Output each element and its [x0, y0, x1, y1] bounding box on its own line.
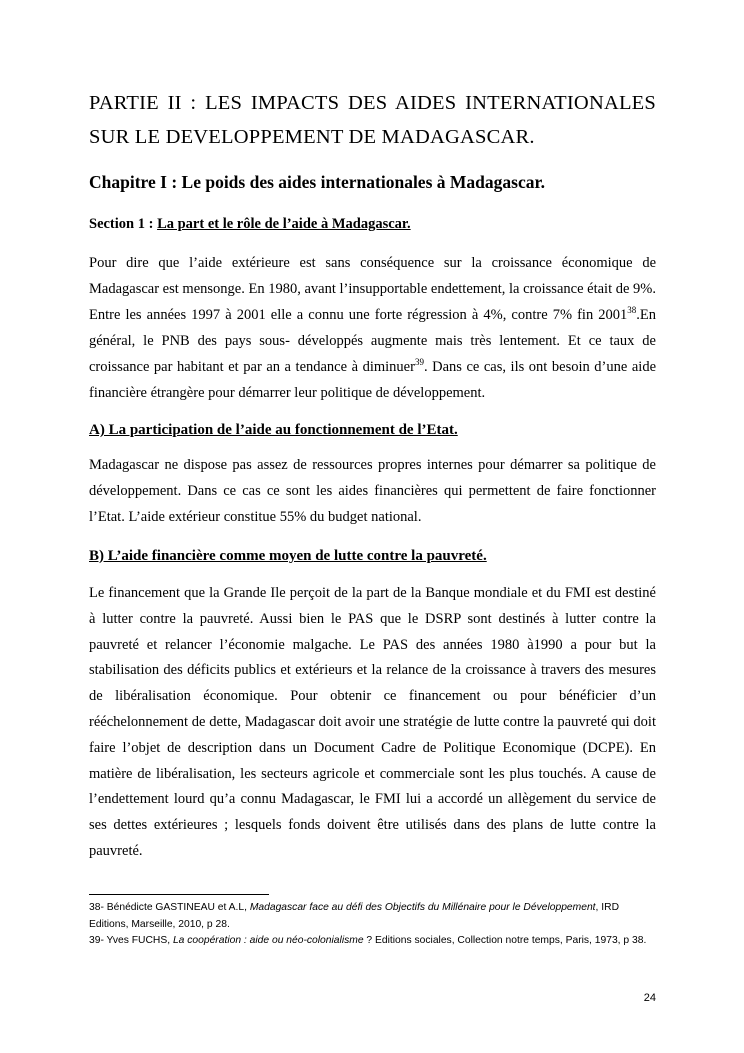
- footnote-author: 38- Bénédicte GASTINEAU et A.L,: [89, 902, 250, 913]
- footnote-38: [89, 900, 659, 933]
- footnote-publisher: , IRD Editions, Marseille, 2010, p 28.: [89, 902, 620, 930]
- footnote-divider: [89, 894, 269, 895]
- part-title: PARTIE II : LES IMPACTS DES AIDES INTERNATIONALES SUR LE DEVELOPPEMENT DE MADAGASCAR.: [89, 92, 656, 148]
- footnote-ref-39[interactable]: 39: [414, 357, 424, 368]
- chapter-title: Chapitre I : Le poids des aides internationales à Madagascar.: [89, 172, 545, 192]
- section-number: Section 1 :: [89, 216, 154, 232]
- paragraph-aid-growth: [89, 250, 656, 406]
- footnote-39: [89, 933, 659, 950]
- footnote-book-title: Madagascar face au défi des Objectifs du Millénaire pour le Développement: [249, 902, 596, 913]
- section-heading: [89, 214, 656, 234]
- paragraph-text: .En général, le PNB des pays sous- développés augmente mais très lentement. Et ce taux de croissance par habitant et par an a tendance à diminuer: [89, 307, 656, 375]
- page-number: 24: [643, 992, 656, 1004]
- section-title: La part et le rôle de l’aide à Madagascar.: [157, 216, 411, 232]
- paragraph-text: Pour dire que l’aide extérieure est sans conséquence sur la croissance économique de Madagascar est mensonge. En 1980, avant l’insupportable endettement, la croissance était de 9%. Entre les années 1997 à 2001 elle a connu une forte régression à 4%, contre 7% fin 2001: [89, 255, 656, 323]
- footnote-publisher: ? Editions sociales, Collection notre temps, Paris, 1973, p 38.: [363, 935, 647, 946]
- paragraph-poverty: Le financement que la Grande Ile perçoit de la part de la Banque mondiale et du FMI est destiné à lutter contre la pauvreté. Aussi bien le PAS que le DSRP sont destinés à lutter contre la pauvreté et relancer l’économie malgache. Le PAS des années 1980 à1990 a pour but la stabilisation des déficits publics et extérieurs et la relance de la croissance à travers des mesures de libéralisation économique. Pour obtenir ce financement ou pour bénéficier d’un rééchelonnement de dette, Madagascar doit avoir une stratégie de lutte contre la pauvreté qui doit faire l’objet de description dans un Document Cadre de Politique Economique (DCPE). En matière de libéralisation, les secteurs agricole et commerciale sont les plus touchés. A cause de l’endettement lourd qu’a connu Madagascar, le FMI lui a accordé un allègement du service de ses dettes extérieures ; lesquels fonds doivent être utilisés dans des plans de lutte contre la pauvreté.: [89, 585, 656, 859]
- footnote-author: 39- Yves FUCHS,: [89, 935, 173, 946]
- footnotes: [89, 900, 659, 950]
- subheading-b: B) L’aide financière comme moyen de lutte contre la pauvreté.: [89, 548, 487, 564]
- subheading-a: A) La participation de l’aide au fonctionnement de l’Etat.: [89, 422, 458, 438]
- paragraph-text: . Dans ce cas, ils ont besoin d’une aide financière étrangère pour démarrer leur politique de développement.: [89, 359, 656, 401]
- footnote-ref-38[interactable]: 38: [627, 305, 637, 316]
- footnote-book-title: La coopération : aide ou néo-colonialisme: [172, 935, 364, 946]
- paragraph-state-funding: Madagascar ne dispose pas assez de ressources propres internes pour démarrer sa politique de développement. Dans ce cas ce sont les aides financières qui permettent de faire fonctionner l’Etat. L’aide extérieur constitue 55% du budget national.: [89, 457, 656, 525]
